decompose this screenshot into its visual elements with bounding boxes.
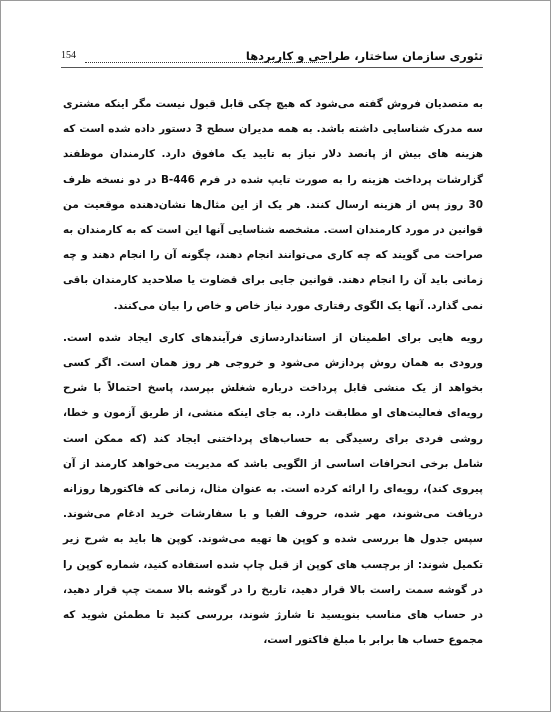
- book-title: تئوری سازمان ساختار، طراحی و کاربردها: [245, 49, 483, 63]
- paragraph: رویه هایی برای اطمینان از استانداردسازی فرآیندهای کاری ایجاد شده است. ورودی به همان روش پردازش می‌شود و خروجی هر روز همان است. اگر کسی بخواهد از یک منشی قابل پرداخت درباره شغلش بپرسد، پاسخ احتمالاً با شرح رویه‌ای فعالیت‌های او مطابقت دارد. به جای اینکه منشی، از طریق آزمون و خطا، روشی فردی برای رسیدگی به حساب‌های پرداختنی ایجاد کند (که ممکن است شامل برخی انحرافات اساسی از الگویی باشد که مدیریت می‌خواهد کارمند از آن پیروی کند)، رویه‌ای را ارائه کرده است. به عنوان مثال، زمانی که فاکتورها روزانه دریافت می‌شوند، مهر شده، حروف الفبا و با سفارشات خرید ادغام می‌شوند. سپس جدول ها بررسی شده و کوپن ها تهیه می‌شوند. کوپن ها باید به شرح زیر تکمیل شوند: از برچسب های کوپن از قبل چاپ شده استفاده کنید، شماره کوپن را در گوشه سمت راست بالا قرار دهید، تاریخ را در گوشه بالا سمت چپ قرار دهید، در حساب های مناسب بنویسید تا شارژ شوند، بررسی کنید تا مطمئن شوید که مجموع حساب ها برابر با مبلغ فاکتور است،: [63, 331, 483, 647]
- page-body: [63, 92, 483, 653]
- running-header: [61, 47, 483, 68]
- header-dot-leader: [85, 47, 333, 63]
- page-number: 154: [61, 50, 76, 61]
- paragraph: به متصدیان فروش گفته می‌شود که هیچ چکی قابل قبول نیست مگر اینکه مشتری سه مدرک شناسایی داشته باشد. به همه مدیران سطح 3 دستور داده شده است که هزینه های بیش از پانصد دلار نیاز به تایید یک مافوق دارد. کارمندان موظفند گزارشات پرداخت هزینه را به صورت تایپ شده در فرم B-446 در دو نسخه ظرف 30 روز پس از هزینه ارسال کنند. هر یک از این مثال‌ها نشان‌دهنده موقعیت من قوانین در مورد کارمندان است. مشخصه شناسایی آنها این است که به کارمندان به صراحت می گویند که چه کاری می‌توانند انجام دهند، چگونه آن را انجام دهند و چه زمانی باید آن را انجام دهند. قوانین جایی برای قضاوت یا صلاحدید کارمندان باقی نمی گذارد. آنها یک الگوی رفتاری مورد نیاز خاص و خاص را بیان می‌کنند.: [63, 98, 484, 312]
